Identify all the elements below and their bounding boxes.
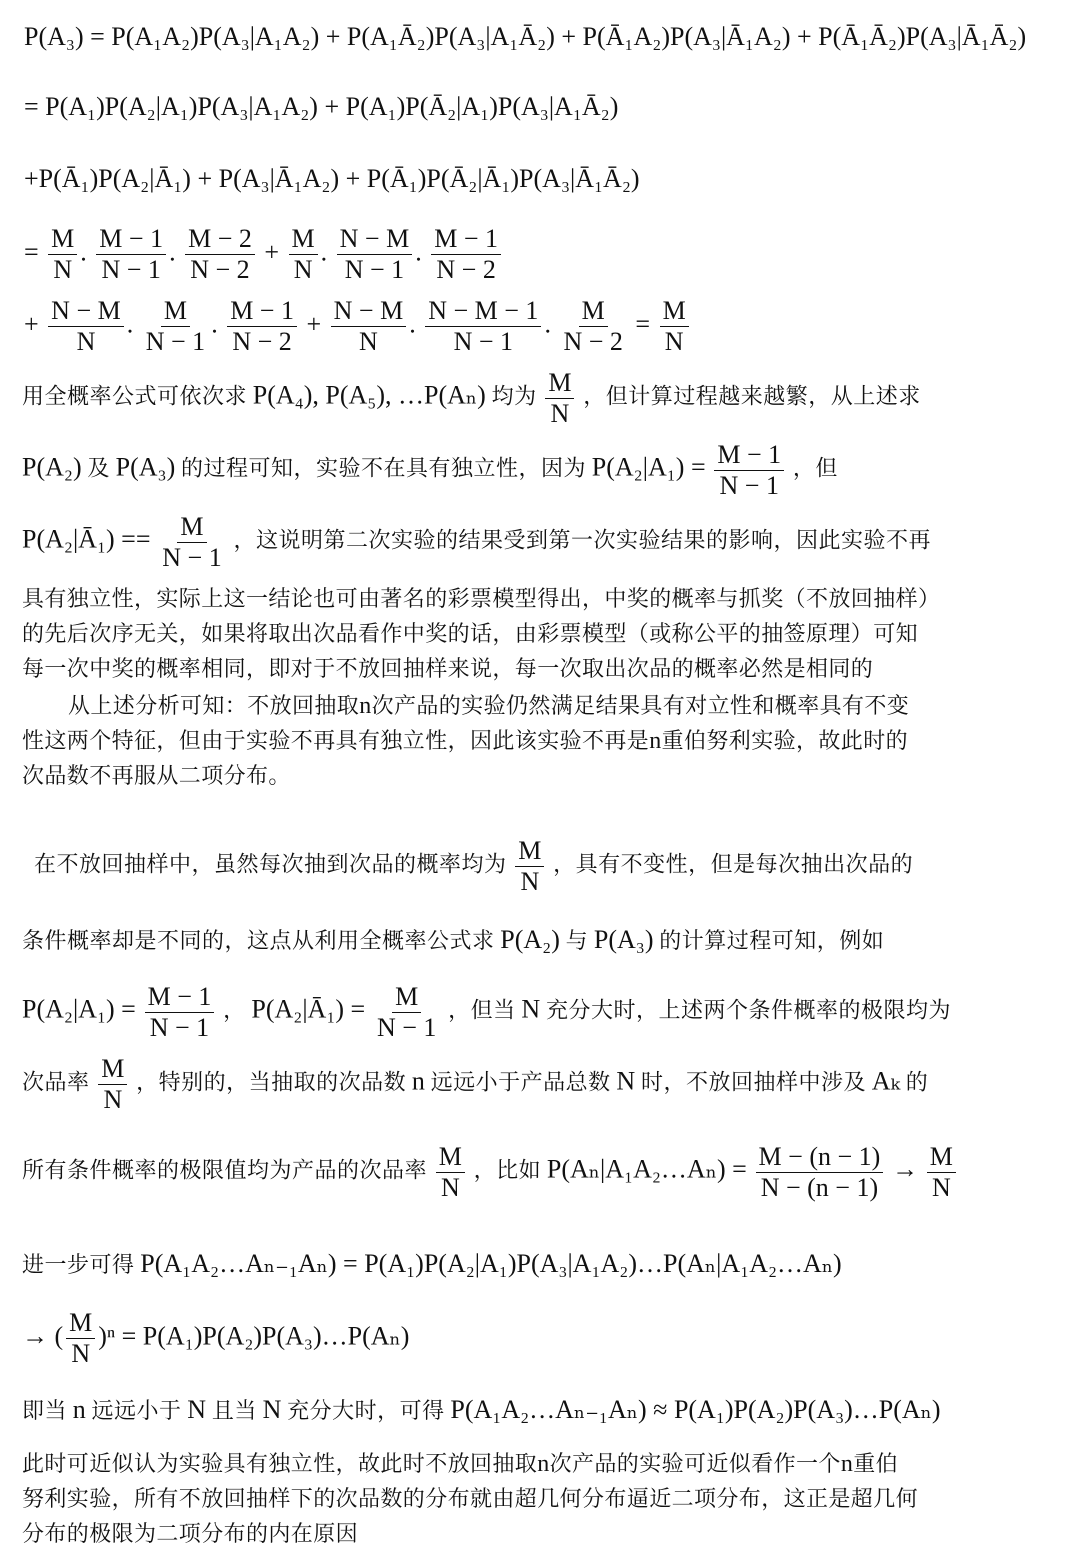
fraction: $\frac{M}{N}$ xyxy=(660,296,689,357)
fraction: $\frac{M}{N}$ xyxy=(289,224,318,285)
paragraph-line: 每一次中奖的概率相同，即对于不放回抽样来说，每一次取出次品的概率必然是相同的 xyxy=(22,657,874,682)
formula-text: = P(A₁)P(A₂|A₁)P(A₃|A₁A₂) + P(A₁)P(Ā₂|A₁)P(A₃|A₁Ā₂) xyxy=(24,92,619,121)
text-line-approx-independence: 即当 n 远远小于 N 且当 N 充分大时，可得 P(A₁A₂…Aₙ₋₁Aₙ) ≈ P(A₁)P(A₂)P(A₃)…P(Aₙ) xyxy=(22,1395,941,1424)
formula-total-probability-a3 xyxy=(24,22,1080,52)
text-line-defect-rate: 次品率 $\frac{M}{N}$ ，特别的，当抽取的次品数 n 远远小于产品总数 N 时，不放回抽样中涉及 Aₖ 的 xyxy=(22,1054,929,1114)
fraction: $\frac{M - 1}{N - 1}$ xyxy=(714,440,784,501)
fraction: $\frac{N - M}{N - 1}$ xyxy=(337,224,413,285)
fraction: $\frac{M - 2}{N - 2}$ xyxy=(185,224,255,285)
fraction: $\frac{M - 1}{N - 1}$ xyxy=(145,982,215,1043)
fraction: $\frac{M}{N - 2}$ xyxy=(563,296,623,356)
fraction: $\frac{M}{N}$ xyxy=(66,1308,95,1369)
fraction: $\frac{M}{N}$ xyxy=(436,1142,465,1203)
fraction: $\frac{N - M}{N}$ xyxy=(48,296,124,357)
paragraph-line: 具有独立性，实际上这一结论也可由著名的彩票模型得出，中奖的概率与抓奖（不放回抽样） xyxy=(22,587,941,612)
equals-sign: = xyxy=(24,237,39,267)
plus-sign: + xyxy=(24,309,39,339)
fraction: $\frac{N - M - 1}{N - 1}$ xyxy=(425,296,541,357)
formula-expansion-line-2 xyxy=(24,164,1080,194)
formula-power-approximation: → ( $\frac{M}{N}$ )ⁿ = P(A₁)P(A₂)P(A₃)…P(Aₙ) xyxy=(22,1308,410,1368)
formula-fraction-line-2: + $\frac{N - M}{N}$ . $\frac{M}{N - 1}$ . $\frac{M - 1}{N - 2}$ + $\frac{N - M}{N}$ . $\frac{N - M - 1}{N - 1}$ . $\frac{M}{N - 2}$ = $\frac{M}{N}$ xyxy=(24,296,1080,357)
paragraph-analysis-conclusion: 从上述分析可知：不放回抽取n次产品的实验仍然满足结果具有对立性和概率具有不变 性这两个特征，但由于实验不再具有独立性，因此该实验不再是n重伯努利实验，故此时的 次品数不再服从二项分布。 xyxy=(22,693,910,789)
formula-expansion-line-1 xyxy=(24,92,1080,122)
formula-text: +P(Ā₁)P(A₂|Ā₁) + P(A₃|Ā₁A₂) + P(Ā₁)P(Ā₂|Ā₁)P(A₃|Ā₁Ā₂) xyxy=(24,164,640,193)
formula-text: P(A₃) = P(A₁A₂)P(A₃|A₁A₂) + P(A₁Ā₂)P(A₃|A₁Ā₂) + P(Ā₁A₂)P(A₃|Ā₁A₂) + P(Ā₁Ā₂)P(A₃|Ā₁Ā₂) xyxy=(24,22,1027,51)
fraction: $\frac{M}{N - 1}$ xyxy=(145,296,206,356)
fraction: $\frac{M}{N}$ xyxy=(48,224,77,285)
equals-sign: = xyxy=(635,309,651,339)
text-line-limit-example: 所有条件概率的极限值均为产品的次品率 $\frac{M}{N}$ ，比如 P(Aₙ|A₁A₂…Aₙ) = $\frac{M - (n - 1)}{N - (n - 1)}$ → $\frac{M}{N}$ xyxy=(22,1142,1080,1203)
text-line-further-derivation: 进一步可得 P(A₁A₂…Aₙ₋₁Aₙ) = P(A₁)P(A₂|A₁)P(A₃|A₁A₂)…P(Aₙ|A₁A₂…Aₙ) xyxy=(22,1249,842,1278)
text-line-conditional-probability: 条件概率却是不同的，这点从利用全概率公式求 P(A₂) 与 P(A₃) 的计算过程可知，例如 xyxy=(22,925,885,954)
plus-sign: + xyxy=(306,309,322,339)
fraction: $\frac{M - (n - 1)}{N - (n - 1)}$ xyxy=(756,1142,884,1203)
text-line-sampling-without-replacement: 在不放回抽样中，虽然每次抽到次品的概率均为 $\frac{M}{N}$ ，具有不变性，但是每次抽出次品的 xyxy=(34,836,914,896)
paragraph-hypergeometric-limit: 此时可近似认为实验具有独立性，故此时不放回抽取n次产品的实验可近似看作一个n重伯 努利实验，所有不放回抽样下的次品数的分布就由超几何分布逼近二项分布，这正是超几何 分布的极限为二项分布的内在原因 xyxy=(22,1451,919,1547)
fraction: $\frac{M - 1}{N - 2}$ xyxy=(431,224,501,285)
text-line-total-probability: 用全概率公式可依次求 P(A₄), P(A₅), …P(Aₙ) 均为 $\frac{M}{N}$ ，但计算过程越来越繁，从上述求 xyxy=(22,368,921,428)
fraction: $\frac{M}{N - 1}$ xyxy=(376,982,437,1042)
text-line-second-experiment: P(A₂|Ā₁) == $\frac{M}{N - 1}$ ，这说明第二次实验的结果受到第一次实验结果的影响，因此实验不再 xyxy=(22,512,931,572)
fraction: $\frac{M - 1}{N - 2}$ xyxy=(227,296,297,357)
formula-fraction-line-1: = $\frac{M}{N}$ . $\frac{M - 1}{N - 1}$ . $\frac{M - 2}{N - 2}$ + $\frac{M}{N}$ . $\frac{N - M}{N - 1}$ . $\frac{M - 1}{N - 2}$ xyxy=(24,224,1080,285)
plus-sign: + xyxy=(264,237,280,267)
text-line-not-independent: P(A₂) 及 P(A₃) 的过程可知，实验不在具有独立性，因为 P(A₂|A₁) = $\frac{M - 1}{N - 1}$ ，但 xyxy=(22,440,838,500)
paragraph-line: 的先后次序无关，如果将取出次品看作中奖的话，由彩票模型（或称公平的抽签原理）可知 xyxy=(22,622,919,647)
paragraph-lottery-model xyxy=(22,582,982,687)
fraction: $\frac{M}{N - 1}$ xyxy=(162,512,222,572)
text-line-conditional-example: P(A₂|A₁) = $\frac{M - 1}{N - 1}$ ， P(A₂|Ā₁) = $\frac{M}{N - 1}$ ，但当 N 充分大时，上述两个条件概率的极限均为 xyxy=(22,982,951,1042)
fraction: $\frac{M}{N}$ xyxy=(545,368,574,429)
fraction: $\frac{M}{N}$ xyxy=(98,1054,127,1115)
fraction: $\frac{N - M}{N}$ xyxy=(331,296,407,357)
fraction: $\frac{M - 1}{N - 1}$ xyxy=(96,224,166,285)
fraction: $\frac{M}{N}$ xyxy=(927,1142,956,1203)
fraction: $\frac{M}{N}$ xyxy=(515,836,544,897)
